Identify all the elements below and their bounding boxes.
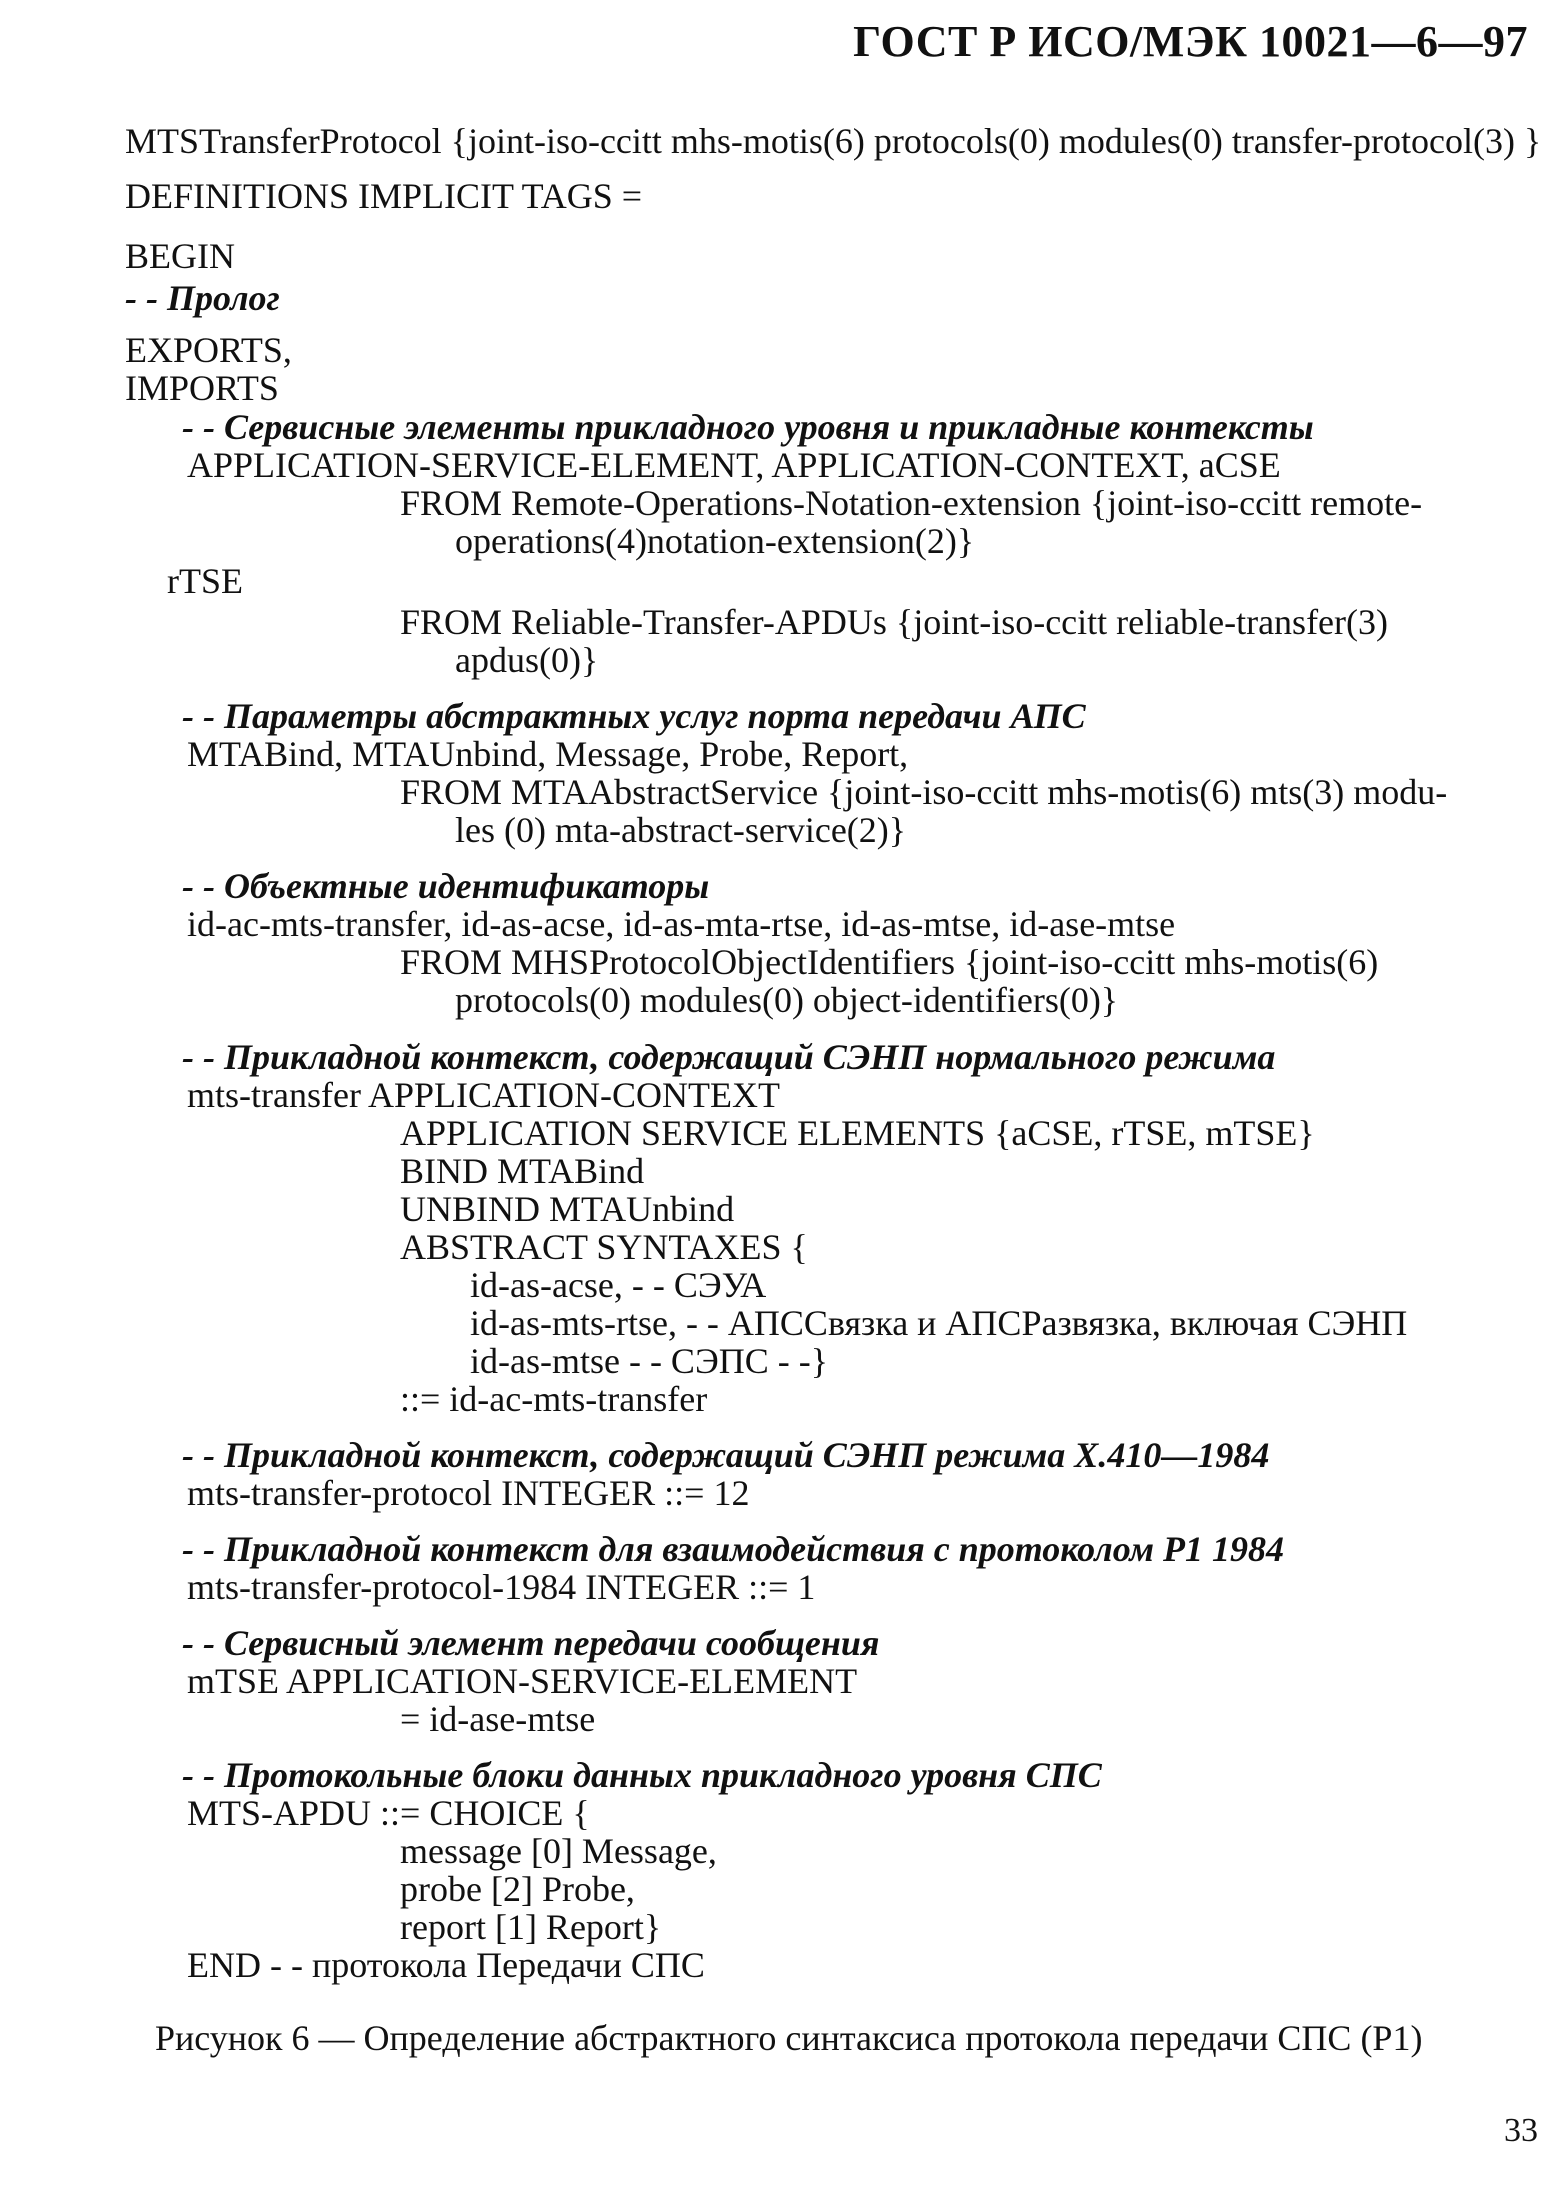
comment-line: - - Пролог xyxy=(125,278,280,318)
code-line: = id-ase-mtse xyxy=(400,1699,596,1739)
code-line: report [1] Report} xyxy=(400,1907,662,1947)
code-line: BEGIN xyxy=(125,236,235,276)
code-line: ::= id-ac-mts-transfer xyxy=(400,1379,708,1419)
code-line: IMPORTS xyxy=(125,368,279,408)
figure-caption: Рисунок 6 — Определение абстрактного синтаксиса протокола передачи СПС (P1) xyxy=(155,2018,1423,2058)
code-line: FROM Remote-Operations-Notation-extension {joint-iso-ccitt remote- xyxy=(400,483,1423,523)
code-line: operations(4)notation-extension(2)} xyxy=(455,521,975,561)
code-line: mts-transfer-protocol INTEGER ::= 12 xyxy=(187,1473,750,1513)
code-line: ABSTRACT SYNTAXES { xyxy=(400,1227,808,1267)
code-line: les (0) mta-abstract-service(2)} xyxy=(455,810,907,850)
code-line: MTS-APDU ::= CHOICE { xyxy=(187,1793,590,1833)
code-line: END - - протокола Передачи СПС xyxy=(187,1945,705,1985)
comment-line: - - Протокольные блоки данных прикладного уровня СПС xyxy=(182,1755,1102,1795)
page-header: ГОСТ Р ИСО/МЭК 10021—6—97 xyxy=(853,17,1528,66)
code-line: protocols(0) modules(0) object-identifiers(0)} xyxy=(455,980,1119,1020)
page-number: 33 xyxy=(1504,2112,1538,2149)
comment-line: - - Сервисные элементы прикладного уровня и прикладные контексты xyxy=(182,407,1314,447)
code-line: UNBIND MTAUnbind xyxy=(400,1189,735,1229)
comment-line: - - Сервисный элемент передачи сообщения xyxy=(182,1623,880,1663)
comment-line: - - Прикладной контекст для взаимодействия с протоколом P1 1984 xyxy=(182,1529,1285,1569)
code-line: APPLICATION SERVICE ELEMENTS {aCSE, rTSE, mTSE} xyxy=(400,1113,1315,1153)
code-line: mTSE APPLICATION-SERVICE-ELEMENT xyxy=(187,1661,858,1701)
code-line: APPLICATION-SERVICE-ELEMENT, APPLICATION-CONTEXT, aCSE xyxy=(187,445,1281,485)
code-line: FROM MTAAbstractService {joint-iso-ccitt mhs-motis(6) mts(3) modu- xyxy=(400,772,1448,812)
code-line: mts-transfer APPLICATION-CONTEXT xyxy=(187,1075,780,1115)
code-line: MTSTransferProtocol {joint-iso-ccitt mhs-motis(6) protocols(0) modules(0) transfer-protocol(3) } xyxy=(125,121,1542,161)
code-line: id-as-mtse - - СЭПС - -} xyxy=(470,1341,828,1381)
code-line: message [0] Message, xyxy=(400,1831,717,1871)
code-line: DEFINITIONS IMPLICIT TAGS = xyxy=(125,176,643,216)
code-line: id-as-acse, - - СЭУА xyxy=(470,1265,767,1305)
code-line: probe [2] Probe, xyxy=(400,1869,635,1909)
code-line: id-as-mts-rtse, - - АПССвязка и АПСРазвязка, включая СЭНП xyxy=(470,1303,1408,1343)
comment-line: - - Объектные идентификаторы xyxy=(182,866,710,906)
code-line: MTABind, MTAUnbind, Message, Probe, Report, xyxy=(187,734,909,774)
code-line: FROM Reliable-Transfer-APDUs {joint-iso-ccitt reliable-transfer(3) xyxy=(400,602,1388,642)
code-line: FROM MHSProtocolObjectIdentifiers {joint-iso-ccitt mhs-motis(6) xyxy=(400,942,1379,982)
code-line: apdus(0)} xyxy=(455,640,599,680)
comment-line: - - Прикладной контекст, содержащий СЭНП режима X.410—1984 xyxy=(182,1435,1270,1475)
code-line: BIND MTABind xyxy=(400,1151,645,1191)
code-line: EXPORTS, xyxy=(125,330,292,370)
code-line: rTSE xyxy=(167,561,243,601)
code-line: mts-transfer-protocol-1984 INTEGER ::= 1 xyxy=(187,1567,816,1607)
code-line: id-ac-mts-transfer, id-as-acse, id-as-mta-rtse, id-as-mtse, id-ase-mtse xyxy=(187,904,1176,944)
comment-line: - - Прикладной контекст, содержащий СЭНП нормального режима xyxy=(182,1037,1276,1077)
comment-line: - - Параметры абстрактных услуг порта передачи АПС xyxy=(182,696,1086,736)
